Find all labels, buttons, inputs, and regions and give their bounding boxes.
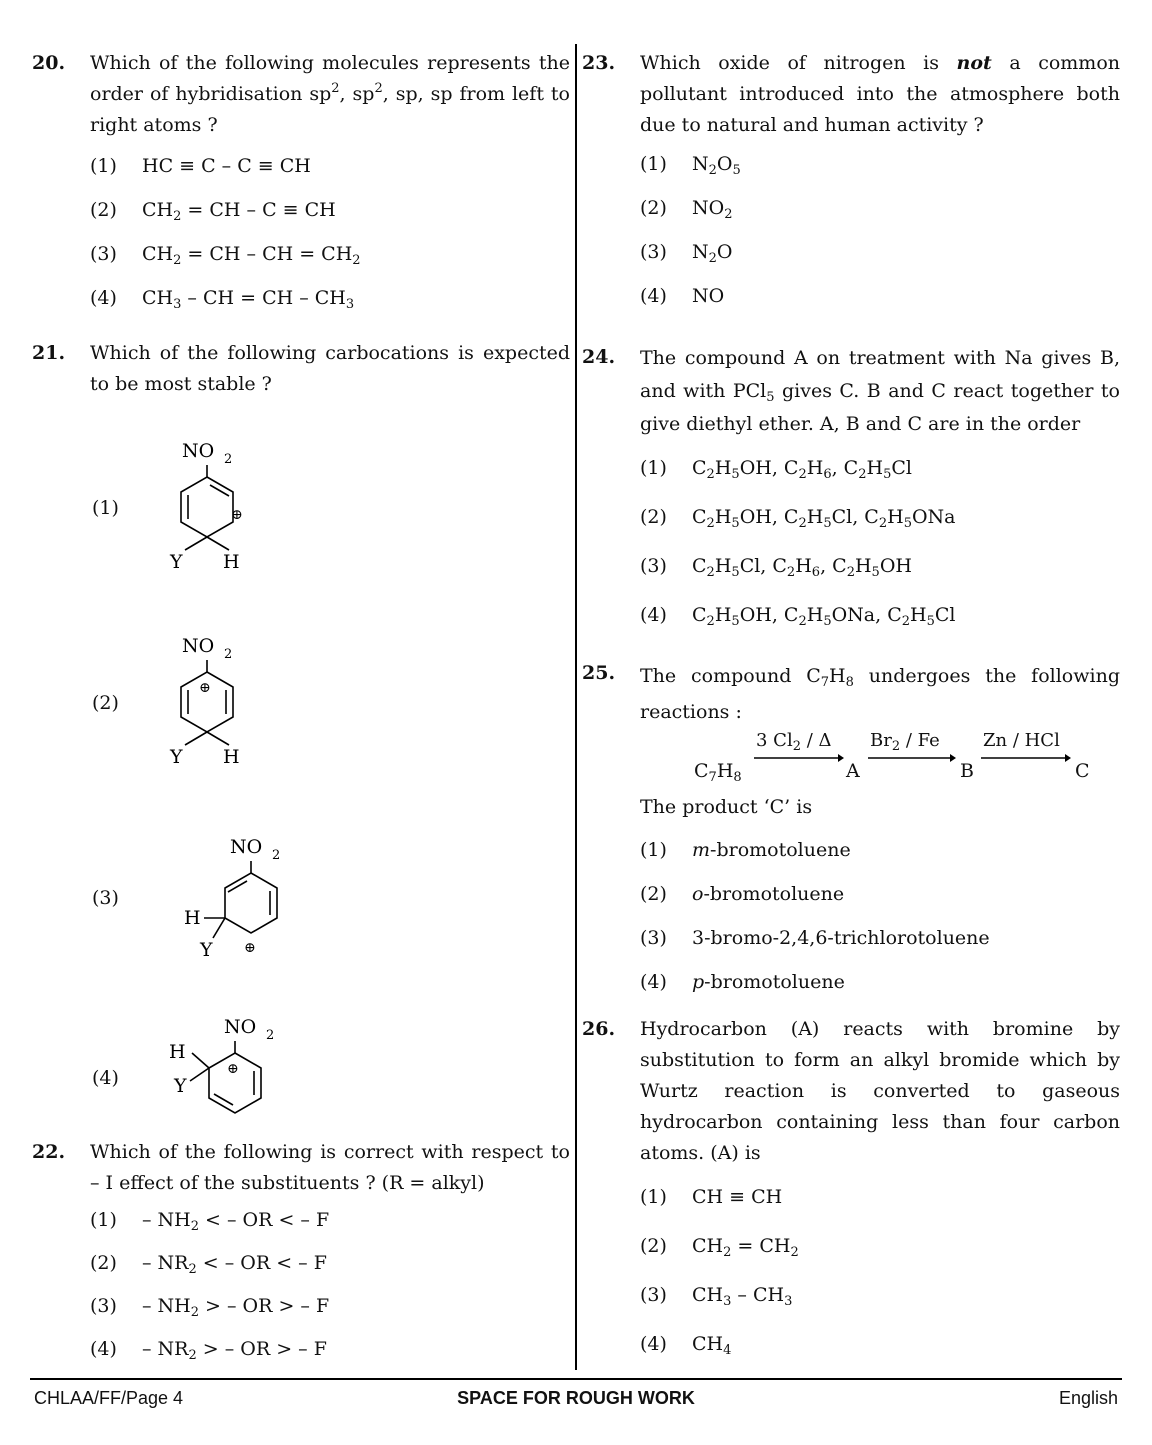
- options: [640, 1182, 1120, 1378]
- options: [640, 835, 1120, 1011]
- option-4[interactable]: (4) p-bromotoluene: [640, 971, 845, 993]
- svg-text:H: H: [169, 1041, 186, 1063]
- reaction-scheme: [640, 730, 1120, 796]
- question-text: The compound $C_7H_8$ undergoes the following reactions :: [640, 665, 1120, 723]
- svg-text:2: 2: [266, 1028, 275, 1043]
- svg-text:⊕: ⊕: [244, 940, 256, 956]
- option-4[interactable]: (4) $CH_4$: [640, 1333, 732, 1358]
- question-text: Which oxide of nitrogen is not a common pollutant introduced into the atmosphere both due to natural and human activity ?: [640, 52, 1120, 136]
- option-4[interactable]: (4) $C_2H_5OH$, $C_2H_5ONa$, $C_2H_5Cl$: [640, 604, 956, 629]
- svg-text:⊕: ⊕: [199, 680, 211, 696]
- option-4[interactable]: (4) NO: [640, 285, 725, 307]
- reagent-3: Zn / HCl: [983, 730, 1060, 751]
- carbocation-structure-1: [130, 435, 310, 585]
- svg-text:Y: Y: [174, 1075, 187, 1097]
- footer-rule: [30, 1378, 1122, 1380]
- svg-text:NO: NO: [230, 836, 263, 858]
- page-footer: [30, 1388, 1122, 1418]
- svg-text:H: H: [184, 907, 201, 929]
- option-3[interactable]: (3) $C_2H_5Cl$, $C_2H_6$, $C_2H_5OH$: [640, 555, 912, 580]
- options: [90, 1205, 570, 1377]
- language-label: English: [1058, 1388, 1118, 1408]
- question-text: The compound A on treatment with Na gives B, and with PCl$_5$ gives C. B and C react together to give diethyl ether. A, B and C are in the order: [640, 347, 1120, 435]
- options: [90, 151, 570, 327]
- svg-text:⊕: ⊕: [227, 1061, 239, 1077]
- option-3[interactable]: (3) $N_2O$: [640, 241, 733, 266]
- question-number: 20.: [32, 52, 66, 74]
- option-3[interactable]: (3) 3-bromo-2,4,6-trichlorotoluene: [640, 927, 990, 949]
- question-text: Which of the following is correct with respect to – I effect of the substituents ? (R = alkyl): [90, 1141, 570, 1194]
- svg-text:NO: NO: [182, 635, 215, 657]
- question-21: [32, 338, 570, 400]
- question-22: [32, 1137, 570, 1377]
- option-2[interactable]: (2) $C_2H_5OH$, $C_2H_5Cl$, $C_2H_5ONa$: [640, 506, 956, 531]
- svg-text:Y: Y: [170, 551, 183, 573]
- option-2[interactable]: (2) – $NR_2$ < – OR < – F: [90, 1252, 327, 1277]
- question-number: 25.: [582, 662, 616, 684]
- question-23: [582, 48, 1120, 325]
- question-20: [32, 48, 570, 327]
- question-number: 22.: [32, 1141, 66, 1163]
- question-25: [582, 658, 1120, 1011]
- question-number: 24.: [582, 346, 616, 368]
- reaction-arrow-3: [981, 752, 1071, 764]
- carbocation-structure-3: [130, 825, 330, 975]
- question-text: Hydrocarbon (A) reacts with bromine by substitution to form an alkyl bromide which by Wurtz reaction is converted to gaseous hydrocarbon containing less than four carbon atoms. (A) is: [640, 1018, 1120, 1164]
- option-1[interactable]: (1) – $NH_2$ < – OR < – F: [90, 1209, 330, 1234]
- option-3[interactable]: (3) $CH_2$ = CH – CH = $CH_2$: [90, 243, 361, 268]
- option-3[interactable]: (3) – $NH_2$ > – OR > – F: [90, 1295, 330, 1320]
- option-2[interactable]: (2) $NO_2$: [640, 197, 733, 222]
- svg-text:⊕: ⊕: [231, 507, 243, 523]
- option-2[interactable]: (2) $CH_2 = CH_2$: [640, 1235, 799, 1260]
- option-1[interactable]: (1) HC ≡ C – C ≡ CH: [90, 155, 311, 177]
- svg-text:H: H: [223, 551, 240, 573]
- reactant: $C_7H_8$: [694, 760, 742, 785]
- svg-text:NO: NO: [182, 440, 215, 462]
- question-24: [582, 342, 1120, 649]
- reagent-1: 3 $Cl_2$ / Δ: [756, 730, 832, 754]
- svg-text:H: H: [223, 746, 240, 768]
- question-number: 23.: [582, 52, 616, 74]
- question-text: Which of the following molecules represents the order of hybridisation $sp^2$, $sp^2$, sp, sp from left to right atoms ?: [90, 52, 570, 136]
- column-divider: [575, 44, 577, 1370]
- svg-text:Y: Y: [200, 939, 213, 961]
- options: [640, 453, 1120, 649]
- option-4[interactable]: (4) – $NR_2$ > – OR > – F: [90, 1338, 327, 1363]
- carbocation-structure-4: [130, 1005, 330, 1155]
- question-26: [582, 1014, 1120, 1378]
- product-a: A: [846, 760, 860, 782]
- exam-page: 20. Which of the following molecules represents the order of hybridisation $sp^2$, $sp^2$, sp, sp from left to right atoms ? (1) HC ≡ C – C ≡ CH (2) $CH_2$ = CH – C ≡ CH (3) $CH_2$ = CH – CH = $CH_2$ (4) $CH_3$ – CH = CH – $CH_3$ 21. Which of the following carbocations is expected to be most stable ? (1) NO 2 ⊕ Y H (2) NO 2 ⊕ Y H (3) NO 2 ⊕ H Y (4) NO 2 ⊕ H Y 22. Which of the following is correct with respect to – I effect of the substituents ? (R = alkyl) (1) – $NH_2$ < – OR < – F (2) – $NR_2$ < – OR < – F (3) – $NH_2$ > – OR > – F (4) – $NR_2$ > – OR > – F 23. Which oxide of nitrogen is not a common pollutant introduced into the atmosphere both due to natural and human activity ? (1) $N_2O_5$ (2) $NO_2$ (3) $N_2O$ (4) NO 24. The compound A on treatment with Na gives B, and with PCl$_5$ gives C. B and C react together to give diethyl ether. A, B and C are in the order (1) $C_2H_5OH$, $C_2H_6$, $C_2H_5Cl$ (2) $C_2H_5OH$, $C_2H_5Cl$, $C_2H_5ONa$ (3) $C_2H_5Cl$, $C_2H_6$, $C_2H_5OH$ (4) $C_2H_5OH$, $C_2H_5ONa$, $C_2H_5Cl$ 25. The compound $C_7H_8$ undergoes the following reactions : $C_7H_8$ 3 $Cl_2$ / Δ A $Br_2$ / Fe B Zn / HCl C The product ‘C’ is (1) m-bromotoluene (2) o-bromotoluene (3) 3-bromo-2,4,6-trichlorotoluene (4) p-bromotoluene 26. Hydrocarbon (A) reacts with bromine by substitution to form an alkyl bromide which by Wurtz reaction is converted to gaseous hydrocarbon containing less than four carbon atoms. (A) is (1) CH ≡ CH (2) $CH_2 = CH_2$ (3) $CH_3 - CH_3$ (4) $CH_4$ CHLAA/FF/Page 4 SPACE FOR ROUGH WORK English: [0, 0, 1152, 1445]
- option-1[interactable]: (1) m-bromotoluene: [640, 839, 851, 861]
- option-1[interactable]: (1) $C_2H_5OH$, $C_2H_6$, $C_2H_5Cl$: [640, 457, 912, 482]
- svg-text:2: 2: [224, 452, 233, 467]
- product-prompt: The product ‘C’ is: [640, 796, 813, 818]
- option-2[interactable]: (2) o-bromotoluene: [640, 883, 845, 905]
- option-1[interactable]: (1) CH ≡ CH: [640, 1186, 783, 1208]
- rough-work-label: SPACE FOR ROUGH WORK: [457, 1388, 695, 1408]
- question-number: 21.: [32, 342, 66, 364]
- svg-text:2: 2: [224, 647, 233, 662]
- option-4[interactable]: (4) $CH_3$ – CH = CH – $CH_3$: [90, 287, 355, 312]
- reaction-arrow-2: [868, 752, 956, 764]
- options: [640, 149, 1120, 325]
- option-3[interactable]: (3) $CH_3 - CH_3$: [640, 1284, 793, 1309]
- option-1[interactable]: (1) $N_2O_5$: [640, 153, 741, 178]
- product-b: B: [960, 760, 974, 782]
- carbocation-structure-2: [130, 630, 310, 780]
- reaction-arrow-1: [754, 752, 844, 764]
- question-number: 26.: [582, 1018, 616, 1040]
- page-code: CHLAA/FF/Page 4: [34, 1388, 184, 1408]
- product-c: C: [1075, 760, 1090, 782]
- svg-text:Y: Y: [170, 746, 183, 768]
- option-2[interactable]: (2) $CH_2$ = CH – C ≡ CH: [90, 199, 336, 224]
- reagent-2: $Br_2$ / Fe: [870, 730, 940, 754]
- svg-text:NO: NO: [224, 1016, 257, 1038]
- svg-text:2: 2: [272, 848, 281, 863]
- question-text: Which of the following carbocations is expected to be most stable ?: [90, 342, 570, 395]
